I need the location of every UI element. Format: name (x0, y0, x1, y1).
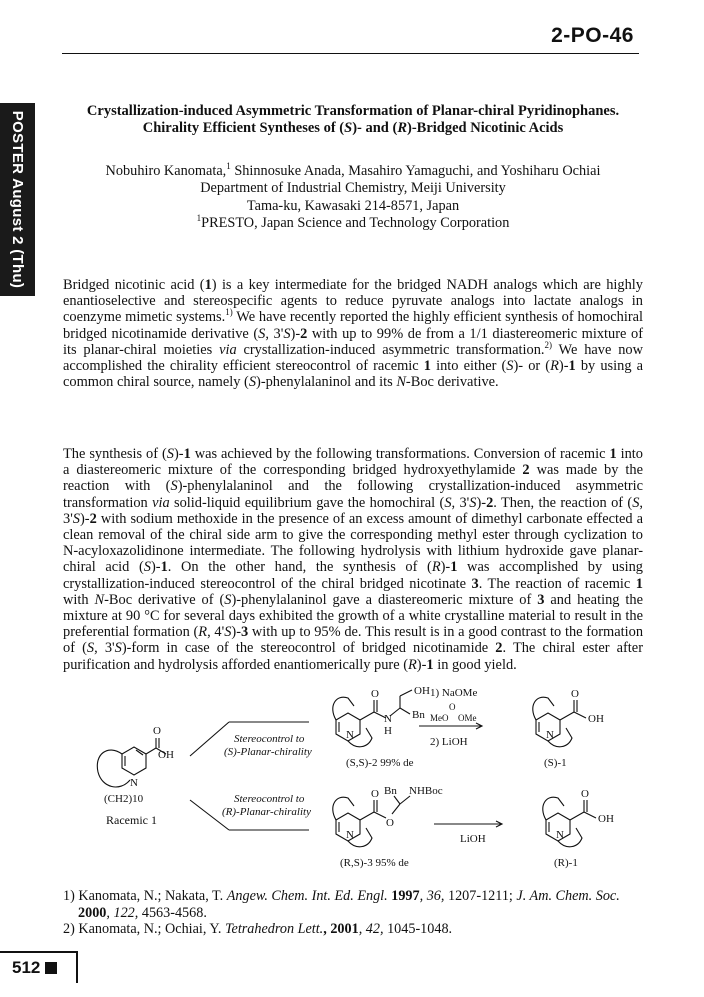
racemic-ch2-label: (CH2)10 (104, 793, 144, 805)
ss2-n-amide-label: N (384, 713, 392, 725)
page-number-box (0, 951, 78, 983)
compound-r1-structure (543, 797, 596, 847)
author-affiliation: $^1$PRESTO, Japan Science and Technology Corporation (196, 212, 510, 231)
reaction-scheme (84, 684, 644, 876)
ss2-oh-label: OH (414, 685, 430, 697)
reference-1: 1) Kanomata, N.; Nakata, T. Angew. Chem. Int. Ed. Engl. 1997, 36, 1207-1211; J. Am. Chem. Soc. 2000, 122, 4563-4568. (63, 888, 620, 921)
ss2-h-label: H (384, 725, 392, 737)
r1-oh-label: OH (598, 813, 614, 825)
page-number: 512 (12, 958, 41, 977)
rs3-compound-label: (R,S)-3 95% de (340, 857, 409, 869)
s1-n-label: N (546, 729, 554, 741)
abstract-code: 2-PO-46 (551, 24, 634, 47)
references (63, 888, 643, 938)
reagent-carbonate-o: O (449, 702, 456, 712)
title-line-1: Crystallization-induced Asymmetric Transformation of Planar-chiral Pyridinophanes. (86, 103, 620, 119)
reference-2: 2) Kanomata, N.; Ochiai, Y. Tetrahedron Lett., 2001, 42, 1045-1048. (63, 921, 453, 937)
author-block (62, 163, 644, 232)
ss2-bn-label: Bn (412, 709, 425, 721)
racemic-oh-label: OH (158, 749, 174, 761)
s1-o-label: O (571, 688, 579, 700)
paper-title (62, 103, 644, 137)
author-names: Nobuhiro Kanomata,$^1$ Shinnosuke Anada, Masahiro Yamaguchi, and Yoshiharu Ochiai (105, 161, 601, 179)
author-address: Tama-ku, Kawasaki 214-8571, Japan (246, 197, 460, 214)
rs3-o-carbonyl-label: O (371, 788, 379, 800)
s1-compound-label: (S)-1 (544, 757, 567, 769)
session-tab (0, 103, 35, 296)
ss2-n-ring-label: N (346, 729, 354, 741)
reagent-meo: MeO (430, 713, 449, 723)
reagent-ome: OMe (458, 713, 477, 723)
compound-s1-structure (533, 697, 586, 747)
racemic-o-label: O (153, 725, 161, 737)
rs3-nhboc-label: NHBoc (409, 785, 443, 797)
rs3-bn-label: Bn (384, 785, 397, 797)
r1-compound-label: (R)-1 (554, 857, 578, 869)
racemic-1-label: Racemic 1 (106, 813, 157, 827)
session-tab-label: POSTER August 2 (Thu) (9, 110, 26, 289)
header-rule (62, 53, 639, 54)
rs3-n-label: N (346, 829, 354, 841)
author-department: Department of Industrial Chemistry, Meiji University (200, 180, 506, 197)
ss2-compound-label: (S,S)-2 99% de (346, 757, 414, 769)
rs3-o-ester-label: O (386, 817, 394, 829)
reagent-1: 1) NaOMe (430, 687, 478, 699)
paragraph-intro: Bridged nicotinic acid (1) is a key intermediate for the bridged NADH analogs which are highly enantioselective and stereospecific agents to reduce pyruvate analogs into lactate analogs in coenzyme mimetic systems.$^{1)}$ We have recently reported the highly efficient synthesis of homochiral bridged nicotinamide derivative (S, 3'S)-2 with up to 99% de from a 1/1 diastereomeric mixture of its planar-chiral moieties via crystallization-induced asymmetric transformation.$^{2)}$ We have now accomplished the chirality efficient stereocontrol of racemic 1 into either (S)- or (R)-1 by using a common chiral source, namely (S)-phenylalaninol and its N-Boc derivative. (63, 277, 644, 391)
r1-o-label: O (581, 788, 589, 800)
compound-rs3-structure (333, 796, 410, 847)
r1-n-label: N (556, 829, 564, 841)
page-marker-square (45, 962, 57, 974)
reagent-2: 2) LiOH (430, 736, 468, 748)
upper-condition-line-1: Stereocontrol to (234, 733, 305, 745)
racemic-n-label: N (130, 777, 138, 789)
ss2-o-label: O (371, 688, 379, 700)
title-line-2: Chirality Efficient Syntheses of (S)- and (R)-Bridged Nicotinic Acids (142, 120, 564, 136)
reagent-lioh-lower: LiOH (460, 833, 486, 845)
paragraph-synthesis: The synthesis of (S)-1 was achieved by the following transformations. Conversion of racemic 1 into a diastereomeric mixture of the corresponding bridged hydroxyethylamide 2 was made by the reaction with (S)-phenylalaninol and the following crystallization-induced asymmetric transformation via solid-liquid equilibrium gave the homochiral (S, 3'S)-2. Then, the reaction of (S, 3'S)-2 with sodium methoxide in the presence of an excess amount of dimethyl carbonate effected a clean removal of the chiral side arm to give the corresponding methyl ester through cyclization to N-acyloxazolidinone intermediate. The following hydrolysis with lithium hydroxide gave planar-chiral acid (S)-1. On the other hand, the synthesis of (R)-1 was accomplished by using crystallization-induced stereocontrol of the chiral bridged nicotinate 3. The reaction of racemic 1 with N-Boc derivative of (S)-phenylalaninol gave a diastereomeric mixture of 3 and heating the mixture at 90 °C for several days exhibited the growth of a white crystalline material to result in the preferential formation (R, 4'S)-3 with up to 95% de. This result is in a good contrast to the formation of (S, 3'S)-form in case of the stereocontrol of bridged nicotinamide 2. The chiral ester after purification and hydrolysis afforded enantiomerically pure (R)-1 in good yield. (63, 446, 644, 673)
s1-oh-label: OH (588, 713, 604, 725)
lower-condition-line-2: (R)-Planar-chirality (222, 806, 311, 818)
upper-condition-line-2: (S)-Planar-chirality (224, 746, 312, 758)
lower-condition-line-1: Stereocontrol to (234, 793, 305, 805)
